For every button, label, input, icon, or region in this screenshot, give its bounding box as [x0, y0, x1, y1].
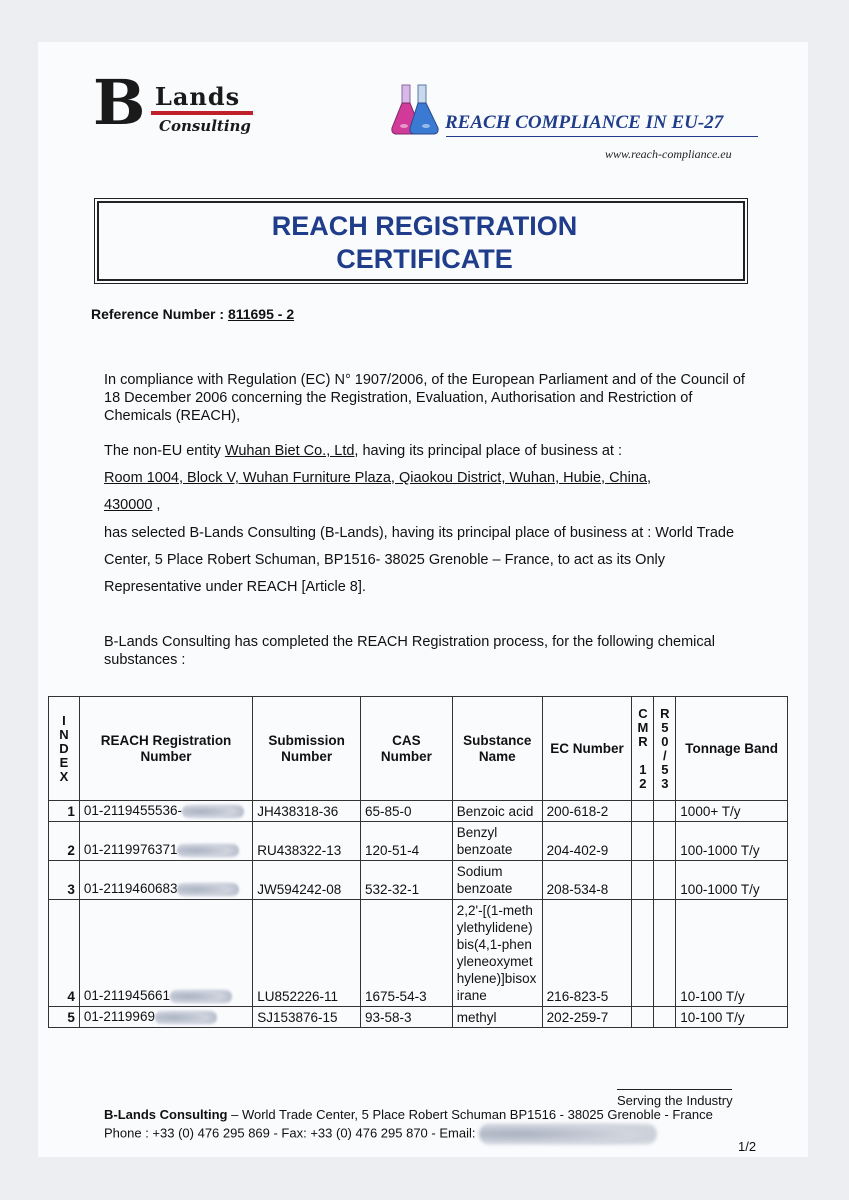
redacted-blur	[182, 804, 244, 819]
footer-contact-line	[104, 1123, 657, 1145]
header-reach-number: REACH Registration Number	[79, 697, 252, 801]
footer-rule	[617, 1089, 732, 1090]
redacted-blur	[170, 989, 232, 1004]
footer-address: – World Trade Center, 5 Place Robert Schuman BP1516 - 38025 Grenoble - France	[227, 1107, 713, 1122]
header-tonnage-band: Tonnage Band	[676, 697, 788, 801]
header-ec-number: EC Number	[542, 697, 632, 801]
row-r50	[654, 899, 676, 1006]
reference-label: Reference Number :	[91, 306, 225, 322]
row-reach-number: 01-2119969	[79, 1006, 252, 1027]
logo-bar	[151, 111, 253, 115]
entity-prefix: The non-EU entity	[104, 443, 225, 459]
row-tonnage: 100-1000 T/y	[676, 821, 788, 860]
row-cas-number: 532-32-1	[361, 860, 453, 899]
substances-table	[48, 696, 788, 1028]
row-tonnage: 10-100 T/y	[676, 899, 788, 1006]
row-ec-number: 202-259-7	[542, 1006, 632, 1027]
row-reach-number: 01-2119455536-	[79, 801, 252, 822]
certificate-title	[0, 210, 849, 276]
logo-letter: B	[93, 66, 146, 139]
footer-company: B-Lands Consulting	[104, 1107, 228, 1122]
row-ec-number: 204-402-9	[542, 821, 632, 860]
row-index: 3	[49, 860, 80, 899]
header-cas-number: CAS Number	[361, 697, 453, 801]
header-index: I N D E X	[49, 697, 80, 801]
completed-paragraph: B-Lands Consulting has completed the REACH Registration process, for the following chemical substances :	[104, 634, 715, 668]
row-cas-number: 120-51-4	[361, 821, 453, 860]
row-cas-number: 93-58-3	[361, 1006, 453, 1027]
row-cas-number: 65-85-0	[361, 801, 453, 822]
row-index: 2	[49, 821, 80, 860]
footer-serving: Serving the Industry	[617, 1093, 733, 1108]
entity-paragraph	[104, 438, 754, 519]
entity-name: Wuhan Biet Co., Ltd	[224, 443, 355, 459]
banner-title: REACH COMPLIANCE IN EU-27	[445, 112, 724, 133]
row-substance-name: Sodium benzoate	[452, 860, 542, 899]
footer-address-line	[104, 1107, 713, 1122]
row-ec-number: 208-534-8	[542, 860, 632, 899]
table-row	[49, 821, 788, 860]
row-substance-name: Benzoic acid	[452, 801, 542, 822]
row-cmr	[632, 801, 654, 822]
row-substance-name: Benzyl benzoate	[452, 821, 542, 860]
table-header-row	[49, 697, 788, 801]
row-submission-number: LU852226-11	[253, 899, 361, 1006]
table-row	[49, 801, 788, 822]
row-tonnage: 1000+ T/y	[676, 801, 788, 822]
logo-name: Lands	[155, 82, 241, 111]
row-submission-number: JW594242-08	[253, 860, 361, 899]
redacted-blur	[177, 882, 239, 897]
header-submission-number: Submission Number	[253, 697, 361, 801]
row-index: 1	[49, 801, 80, 822]
row-submission-number: SJ153876-15	[253, 1006, 361, 1027]
entity-address: Room 1004, Block V, Wuhan Furniture Plaza, Qiaokou District, Wuhan, Hubie, China,	[104, 470, 651, 486]
row-r50	[654, 1006, 676, 1027]
entity-suffix: , having its principal place of business at :	[354, 443, 623, 459]
redacted-blur	[177, 843, 239, 858]
redacted-email-blur	[479, 1123, 657, 1145]
certificate-title-line2: CERTIFICATE	[336, 244, 513, 274]
row-ec-number: 216-823-5	[542, 899, 632, 1006]
row-ec-number: 200-618-2	[542, 801, 632, 822]
logo-tagline: Consulting	[159, 117, 251, 135]
row-cmr	[632, 821, 654, 860]
row-cas-number: 1675-54-3	[361, 899, 453, 1006]
row-reach-number: 01-2119460683	[79, 860, 252, 899]
banner-rule	[446, 136, 758, 137]
footer-contact: Phone : +33 (0) 476 295 869 - Fax: +33 (0) 476 295 870 - Email:	[104, 1125, 480, 1141]
row-substance-name: methyl	[452, 1006, 542, 1027]
chemistry-flasks-icon	[388, 82, 444, 138]
row-tonnage: 10-100 T/y	[676, 1006, 788, 1027]
entity-postcode: 430000	[104, 497, 153, 513]
certificate-title-line1: REACH REGISTRATION	[271, 211, 578, 241]
redacted-blur	[155, 1010, 217, 1025]
table-row	[49, 899, 788, 1006]
table-row	[49, 1006, 788, 1027]
entity-postcode-suffix: ,	[152, 497, 161, 513]
row-cmr	[632, 899, 654, 1006]
header-substance-name: Substance Name	[452, 697, 542, 801]
row-reach-number: 01-2119976371	[79, 821, 252, 860]
row-tonnage: 100-1000 T/y	[676, 860, 788, 899]
table-row	[49, 860, 788, 899]
row-r50	[654, 821, 676, 860]
row-reach-number: 01-211945661	[79, 899, 252, 1006]
row-index: 4	[49, 899, 80, 1006]
row-submission-number: JH438318-36	[253, 801, 361, 822]
row-cmr	[632, 860, 654, 899]
reference-value: 811695 - 2	[227, 306, 295, 322]
banner-url: www.reach-compliance.eu	[605, 147, 732, 161]
reference-number	[91, 306, 294, 322]
row-cmr	[632, 1006, 654, 1027]
page-number: 1/2	[738, 1139, 757, 1154]
b-lands-logo	[93, 66, 268, 140]
row-index: 5	[49, 1006, 80, 1027]
compliance-paragraph: In compliance with Regulation (EC) N° 1907/2006, of the European Parliament and of the Council of 18 December 2006 concerning the Registration, Evaluation, Authorisation and Restriction of Chemicals (REACH),	[104, 372, 745, 424]
row-substance-name: 2,2'-[(1-methylethylidene)bis(4,1-phenyleneoxymethylene)]bisoxirane	[452, 899, 542, 1006]
row-submission-number: RU438322-13	[253, 821, 361, 860]
row-r50	[654, 801, 676, 822]
representative-paragraph: has selected B-Lands Consulting (B-Lands), having its principal place of business at : World Trade Center, 5 Place Robert Schuman, BP1516- 38025 Grenoble – France, to act as its Only Representative under REACH [Article 8].	[104, 525, 735, 595]
row-r50	[654, 860, 676, 899]
header-cmr: C M R 1 2	[632, 697, 654, 801]
header-r50: R 5 0 / 5 3	[654, 697, 676, 801]
